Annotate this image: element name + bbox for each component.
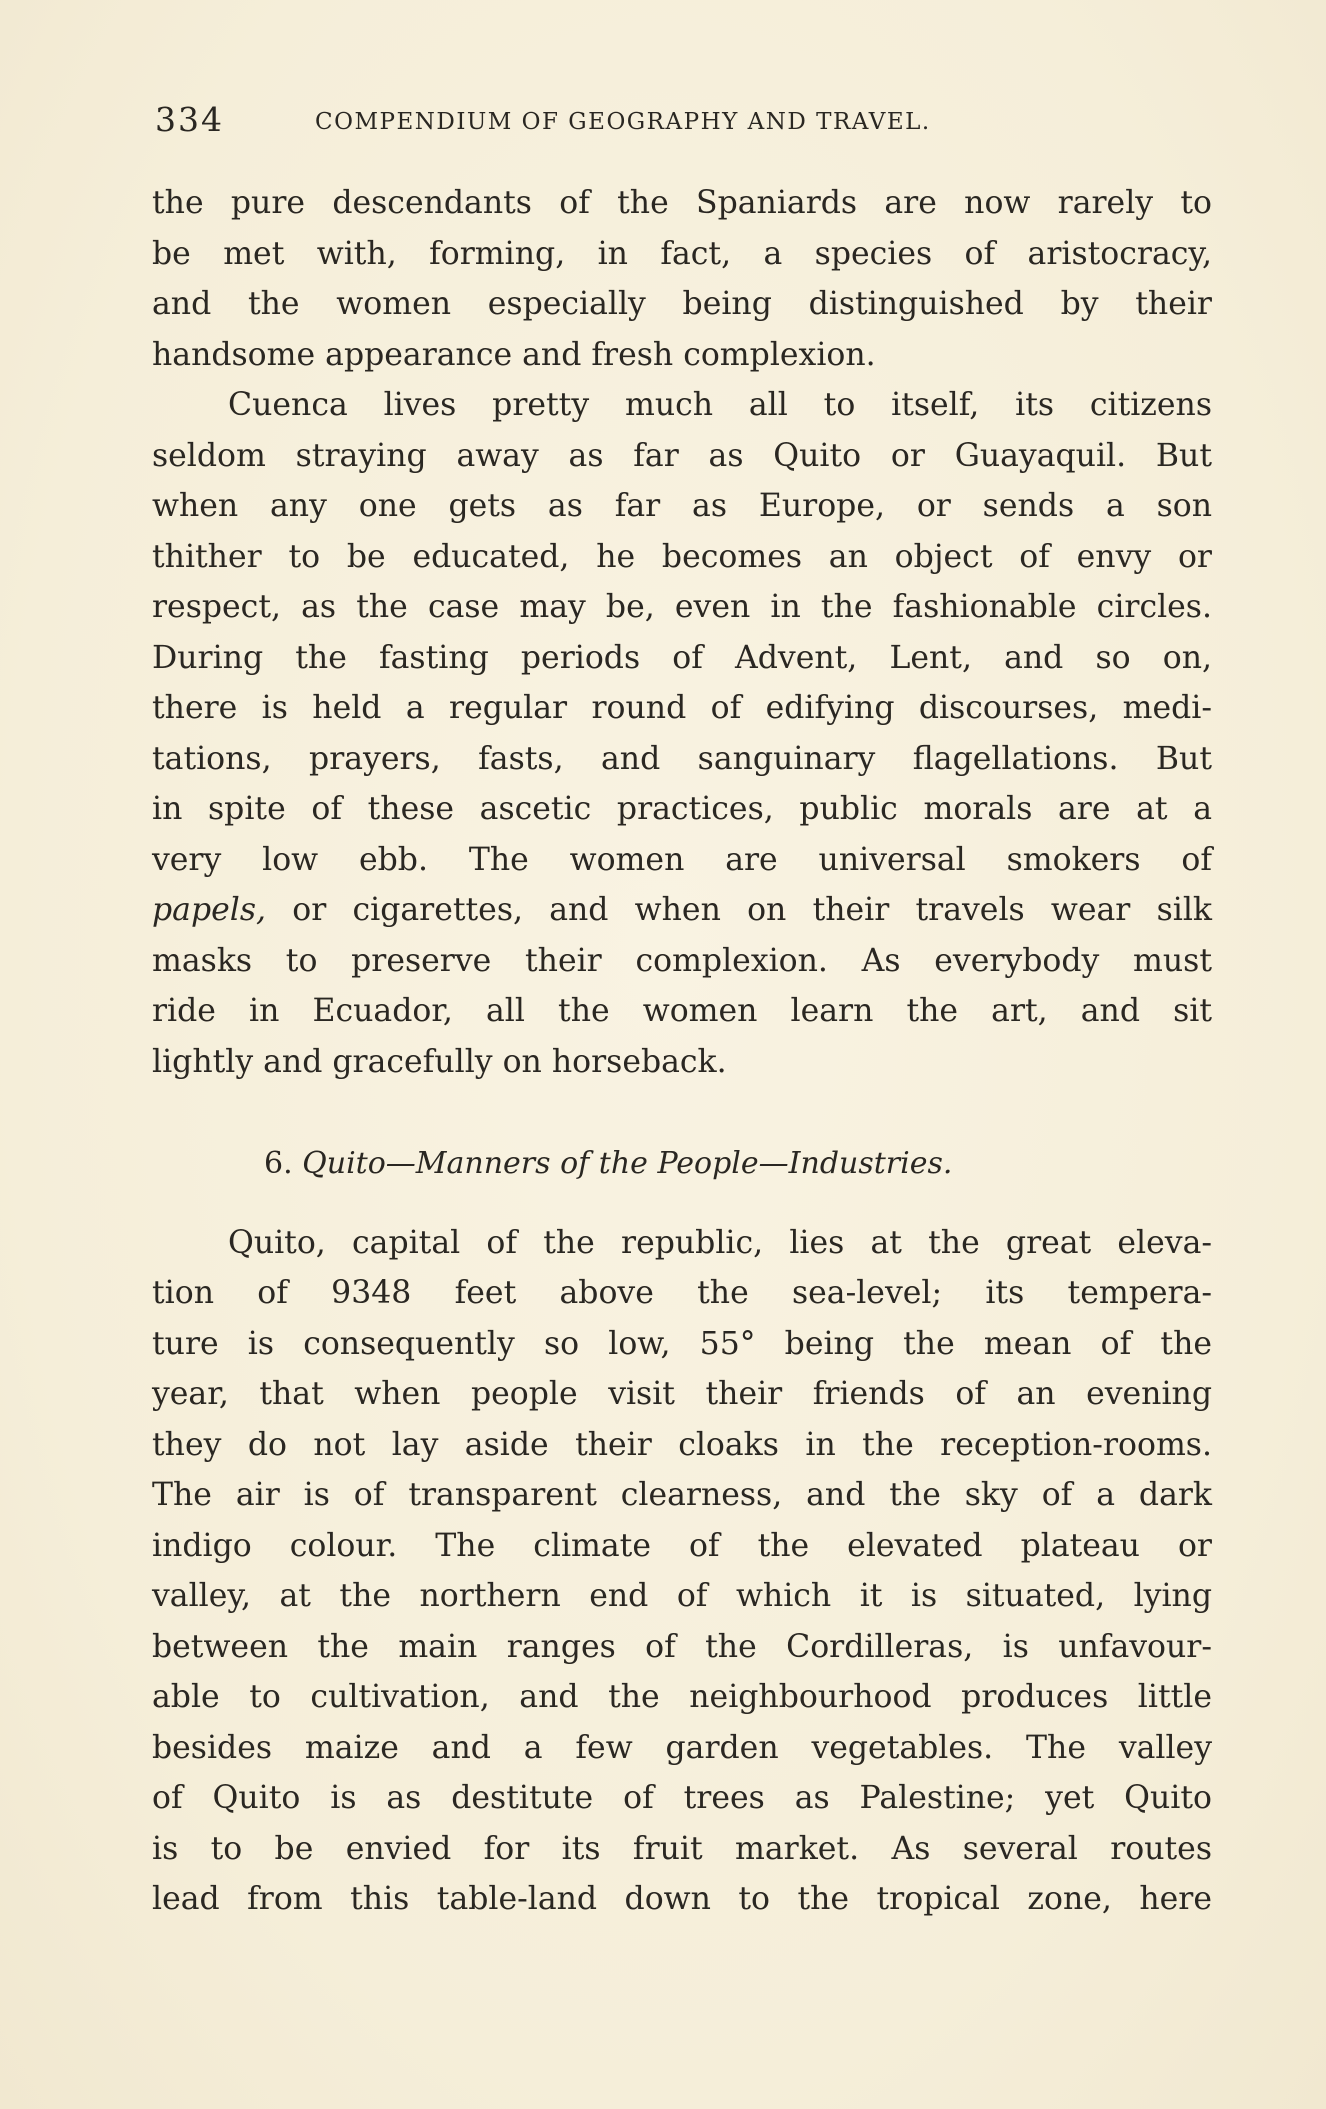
text-line: be met with, forming, in fact, a species of aristocracy, [152, 235, 1212, 272]
text-line: lightly and gracefully on horseback. [152, 1043, 727, 1080]
text-line: seldom straying away as far as Quito or Guayaquil. But [152, 437, 1212, 474]
body-text [152, 178, 1212, 1925]
paragraph-1 [152, 178, 1212, 380]
section-title: Quito—Manners of the People—Industries. [302, 1146, 953, 1181]
text-line: tations, prayers, fasts, and sanguinary flagellations. But [152, 740, 1212, 777]
text-line: indigo colour. The climate of the elevated plateau or [152, 1527, 1212, 1564]
text-line: thither to be educated, he becomes an object of envy or [152, 538, 1212, 575]
text-line: tion of 9348 feet above the sea-level; its tempera- [152, 1275, 1212, 1311]
section-spacer [152, 1190, 1212, 1218]
section-heading [152, 1139, 1212, 1190]
text-line: when any one gets as far as Europe, or sends a son [152, 488, 1212, 524]
text-line: in spite of these ascetic practices, public morals are at a [152, 791, 1212, 827]
italic-word: papels, [152, 892, 267, 928]
text-line: is to be envied for its fruit market. As several routes [152, 1830, 1212, 1867]
text-line: The air is of transparent clearness, and the sky of a dark [152, 1477, 1212, 1513]
text-line: very low ebb. The women are universal smokers of [152, 841, 1212, 878]
text-line: masks to preserve their complexion. As everybody must [152, 942, 1212, 979]
text-line: Quito, capital of the republic, lies at the great eleva- [228, 1224, 1212, 1261]
text-line: During the fasting periods of Advent, Lent, and so on, [152, 639, 1212, 676]
text-line: between the main ranges of the Cordilleras, is unfavour- [152, 1628, 1212, 1665]
paragraph-3 [152, 1218, 1212, 1925]
text-line: and the women especially being distinguished by their [152, 286, 1212, 322]
italic-line-rest: or cigarettes, and when on their travels wear silk [266, 892, 1212, 928]
text-line: there is held a regular round of edifying discourses, medi- [152, 690, 1212, 726]
text-line: ride in Ecuador, all the women learn the art, and sit [152, 993, 1212, 1029]
text-line: valley, at the northern end of which it is situated, lying [152, 1578, 1212, 1614]
text-line: they do not lay aside their cloaks in the reception-rooms. [152, 1426, 1212, 1463]
text-line: of Quito is as destitute of trees as Palestine; yet Quito [152, 1780, 1212, 1816]
text-line: handsome appearance and fresh complexion. [152, 336, 876, 373]
page-header [155, 100, 1215, 140]
section-spacer [152, 1087, 1212, 1139]
text-line: besides maize and a few garden vegetables. The valley [152, 1729, 1212, 1766]
text-line: year, that when people visit their friends of an evening [152, 1376, 1212, 1412]
text-line: lead from this table-land down to the tropical zone, here [152, 1881, 1212, 1917]
text-line: able to cultivation, and the neighbourhood produces little [152, 1679, 1212, 1715]
text-line: respect, as the case may be, even in the fashionable circles. [152, 589, 1212, 625]
running-head: COMPENDIUM OF GEOGRAPHY AND TRAVEL. [315, 109, 931, 135]
text-line: the pure descendants of the Spaniards are now rarely to [152, 185, 1212, 221]
text-line: ture is consequently so low, 55° being the mean of the [152, 1325, 1212, 1362]
page-number: 334 [155, 100, 224, 139]
text-line-with-italic [152, 885, 1212, 936]
section-number: 6. [264, 1146, 293, 1181]
paragraph-2 [152, 380, 1212, 1087]
text-line: Cuenca lives pretty much all to itself, its citizens [228, 387, 1212, 423]
